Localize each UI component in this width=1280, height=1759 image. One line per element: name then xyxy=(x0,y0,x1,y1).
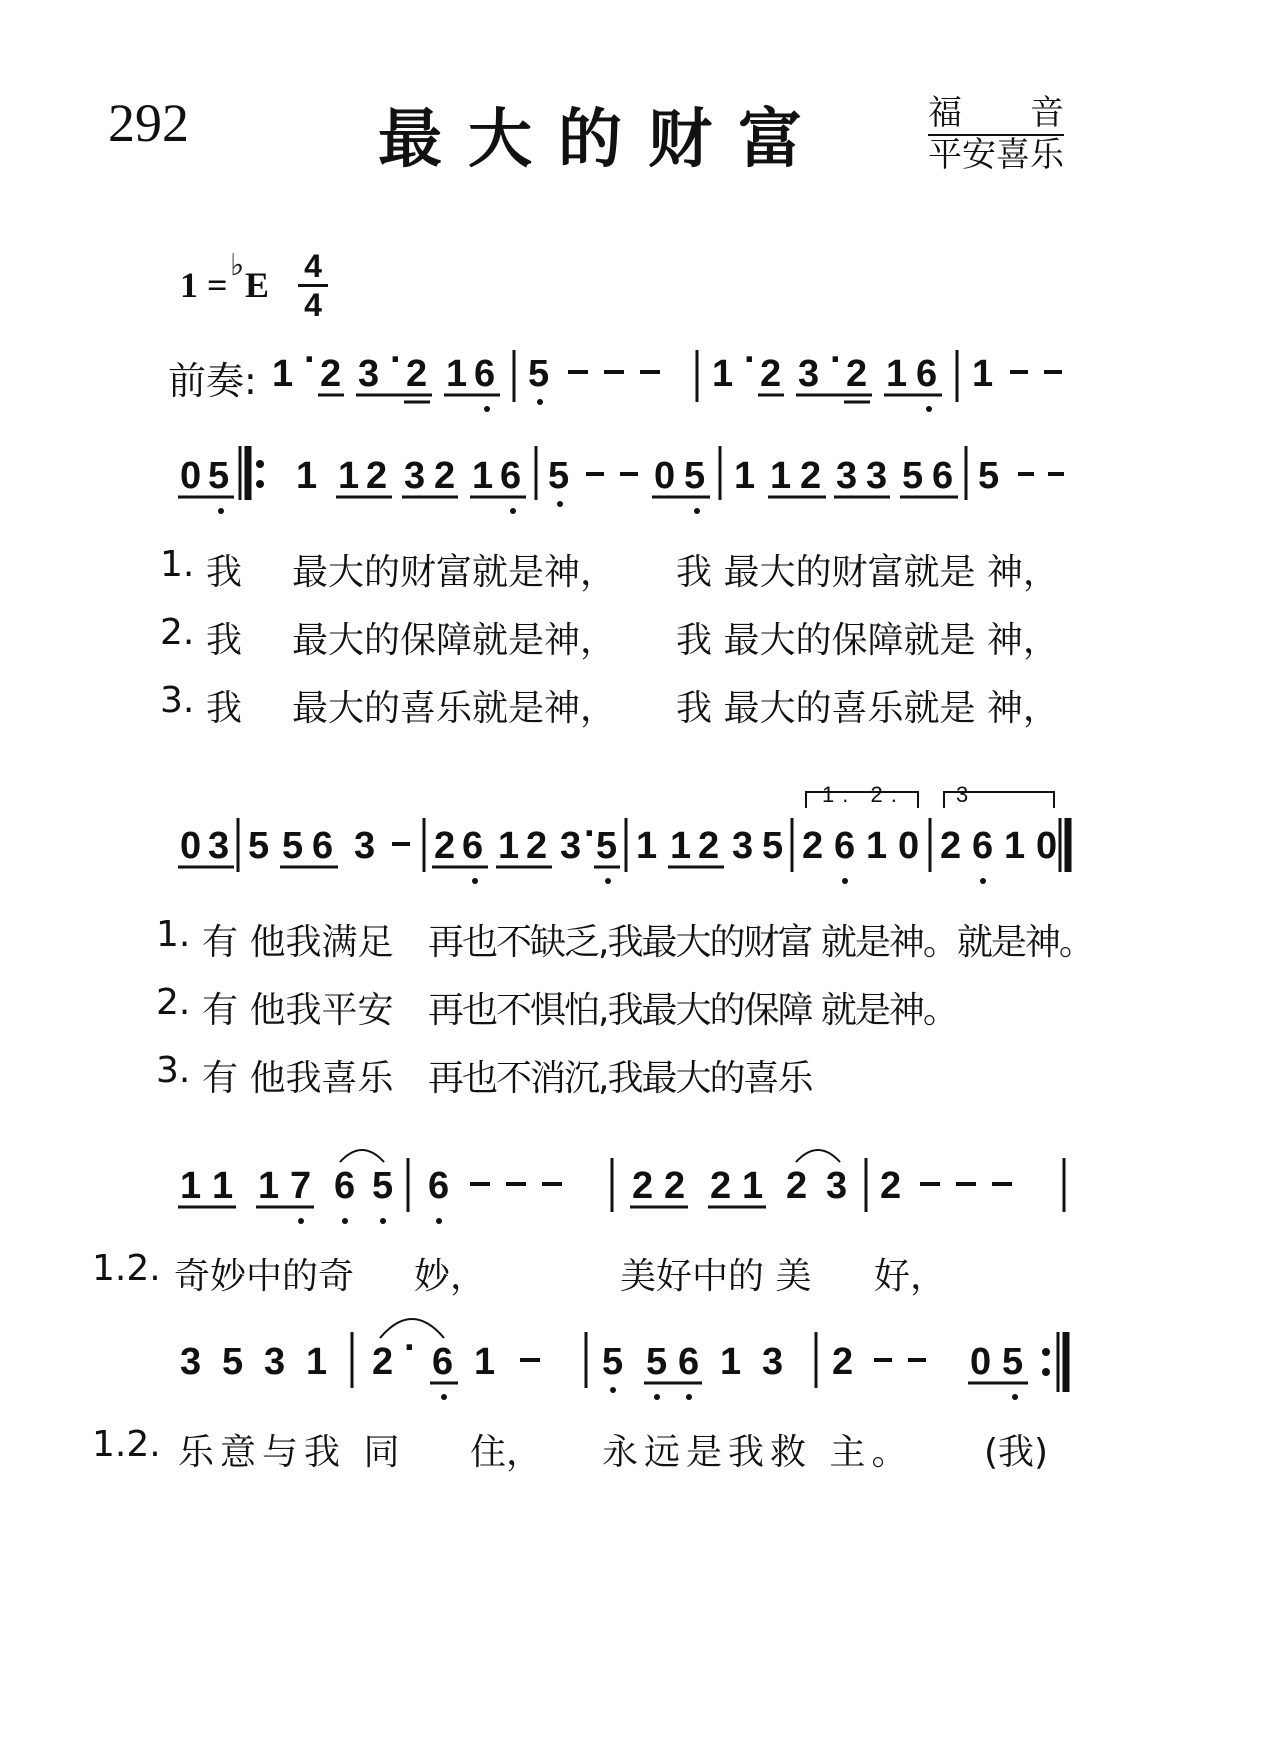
verse-number: 1. xyxy=(160,544,195,585)
lyric-phrase: 好， xyxy=(874,1256,947,1297)
lyric-phrase: 永远是我救 主。 xyxy=(602,1432,914,1473)
lyric-phrase: 最大的财富就是神， xyxy=(292,552,617,593)
verse-number: 2. xyxy=(156,982,191,1023)
lyric-phrase: 最大的喜乐就是神， xyxy=(292,688,617,729)
note: 1 xyxy=(306,1341,328,1383)
note: 1 xyxy=(474,1341,496,1383)
prelude-label: 前奏: xyxy=(168,359,257,403)
note: 1 xyxy=(272,353,294,395)
note: 5 xyxy=(222,1341,244,1383)
verse-number: 1. xyxy=(156,914,191,955)
tie-slur xyxy=(796,1150,840,1162)
flat-sign: ♭ xyxy=(230,248,245,283)
lyric-phrase: 再也不消沉,我最大的喜乐 xyxy=(428,1058,812,1099)
note: 5 xyxy=(646,1341,668,1383)
note: 3 xyxy=(264,1341,286,1383)
note: 3 xyxy=(798,353,820,395)
note: 5 xyxy=(372,1165,394,1207)
lyric-phrase: 奇妙中的奇 xyxy=(174,1256,355,1297)
verse-number: 3. xyxy=(160,680,195,721)
note: 2 xyxy=(632,1165,654,1207)
credit-source: 平安喜乐 xyxy=(928,135,1064,175)
note: 2 xyxy=(434,825,456,867)
notation-line-4 xyxy=(178,1150,1064,1224)
lyric-phrase: 乐意与我 同 xyxy=(178,1432,406,1473)
key-note: E xyxy=(245,265,270,305)
note: 0 xyxy=(180,455,202,497)
lyric-phrase: 再也不缺乏,我最大的财富 就是神。就是神。 xyxy=(428,922,1093,963)
note: 6 xyxy=(334,1165,356,1207)
note: 3 xyxy=(354,825,376,867)
note: 6 xyxy=(474,353,496,395)
note: 3 xyxy=(836,455,858,497)
note: 2 xyxy=(434,455,456,497)
dot-augmentation: · xyxy=(390,339,403,381)
credit-lyrics: 福 音 xyxy=(928,92,1064,136)
dot-augmentation: · xyxy=(744,339,757,381)
dot-augmentation: · xyxy=(584,813,597,855)
note: 0 xyxy=(180,825,202,867)
note: 0 xyxy=(1036,825,1058,867)
note: 1 xyxy=(720,1341,742,1383)
lyric-phrase: 妙， xyxy=(414,1256,487,1297)
note: 2 xyxy=(802,825,824,867)
note: 0 xyxy=(654,455,676,497)
note: 5 xyxy=(528,353,550,395)
note: 5 xyxy=(248,825,270,867)
note: 2 xyxy=(372,1341,394,1383)
note: 1 xyxy=(296,455,318,497)
note: 6 xyxy=(834,825,856,867)
lyric-phrase: 再也不惧怕,我最大的保障 就是神。 xyxy=(428,990,957,1031)
lyric-phrase: (我) xyxy=(984,1432,1049,1473)
lyric-phrase: 有 他我喜乐 xyxy=(202,1058,394,1099)
note: 2 xyxy=(366,455,388,497)
notation-line-5 xyxy=(180,1319,1066,1400)
note: 1 xyxy=(866,825,888,867)
note: 2 xyxy=(800,455,822,497)
notation-line-3 xyxy=(178,792,1068,884)
lyric-phrase: 我 最大的喜乐就是 神， xyxy=(676,688,1059,729)
note: 2 xyxy=(760,353,782,395)
volta-label-1: 1. 2. xyxy=(822,782,905,807)
note: 7 xyxy=(290,1165,312,1207)
lyric-pickup: 我 xyxy=(206,620,243,661)
note: 1 xyxy=(972,353,994,395)
dot-augmentation: · xyxy=(304,339,317,381)
note: 5 xyxy=(684,455,706,497)
note: 2 xyxy=(710,1165,732,1207)
lyric-phrase: 有 他我满足 xyxy=(202,922,394,963)
note: 3 xyxy=(404,455,426,497)
note: 0 xyxy=(970,1341,992,1383)
verse-number: 2. xyxy=(160,612,195,653)
note: 3 xyxy=(208,825,230,867)
note: 3 xyxy=(762,1341,784,1383)
note: 6 xyxy=(932,455,954,497)
lyric-pickup: 我 xyxy=(206,552,243,593)
note: 2 xyxy=(786,1165,808,1207)
note: 5 xyxy=(596,825,618,867)
note: 1 xyxy=(446,353,468,395)
note: 3 xyxy=(358,353,380,395)
note: 2 xyxy=(832,1341,854,1383)
lyric-phrase: 我 最大的保障就是 神， xyxy=(676,620,1059,661)
note: 1 xyxy=(1004,825,1026,867)
lyric-phrase: 最大的保障就是神， xyxy=(292,620,617,661)
note: 2 xyxy=(940,825,962,867)
dot-augmentation: · xyxy=(830,339,843,381)
verse-number: 1.2. xyxy=(92,1248,161,1289)
note: 6 xyxy=(432,1341,454,1383)
note: 3 xyxy=(866,455,888,497)
note: 2 xyxy=(406,353,428,395)
note: 6 xyxy=(462,825,484,867)
note: 5 xyxy=(902,455,924,497)
dot-augmentation: · xyxy=(404,1327,417,1369)
tie-slur xyxy=(340,1150,384,1162)
note: 5 xyxy=(1002,1341,1024,1383)
note: 6 xyxy=(972,825,994,867)
note: 2 xyxy=(698,825,720,867)
note: 6 xyxy=(916,353,938,395)
note: 2 xyxy=(880,1165,902,1207)
notation-line-2 xyxy=(178,446,1064,514)
note: 6 xyxy=(678,1341,700,1383)
note: 1 xyxy=(212,1165,234,1207)
note: 2 xyxy=(320,353,342,395)
note: 2 xyxy=(526,825,548,867)
lyric-pickup: 我 xyxy=(206,688,243,729)
lyric-phrase: 住， xyxy=(470,1432,543,1473)
note: 1 xyxy=(338,455,360,497)
note: 6 xyxy=(500,455,522,497)
note: 1 xyxy=(734,455,756,497)
note: 3 xyxy=(826,1165,848,1207)
note: 2 xyxy=(664,1165,686,1207)
time-sig-bottom: 4 xyxy=(304,287,322,323)
lyric-phrase: 我 最大的财富就是 神， xyxy=(676,552,1059,593)
note: 6 xyxy=(428,1165,450,1207)
note: 1 xyxy=(636,825,658,867)
time-sig-top: 4 xyxy=(304,248,322,284)
note: 1 xyxy=(498,825,520,867)
hymn-number: 292 xyxy=(108,93,189,153)
note: 2 xyxy=(846,353,868,395)
note: 1 xyxy=(712,353,734,395)
note: 3 xyxy=(180,1341,202,1383)
note: 1 xyxy=(258,1165,280,1207)
lyric-phrase: 有 他我平安 xyxy=(202,990,394,1031)
key-prefix: 1 = xyxy=(180,265,228,305)
note: 1 xyxy=(670,825,692,867)
note: 6 xyxy=(312,825,334,867)
note: 5 xyxy=(978,455,1000,497)
note: 5 xyxy=(208,455,230,497)
note: 3 xyxy=(732,825,754,867)
note: 3 xyxy=(560,825,582,867)
note: 5 xyxy=(548,455,570,497)
note: 5 xyxy=(762,825,784,867)
note: 5 xyxy=(282,825,304,867)
volta-label-2: 3 xyxy=(956,782,969,807)
note: 0 xyxy=(898,825,920,867)
verse-number: 3. xyxy=(156,1050,191,1091)
notation-line-prelude xyxy=(272,339,1062,412)
song-title: 最大的财富 xyxy=(378,103,828,177)
note: 1 xyxy=(886,353,908,395)
note: 1 xyxy=(180,1165,202,1207)
note: 1 xyxy=(472,455,494,497)
note: 5 xyxy=(602,1341,624,1383)
lyric-phrase: 美好中的 美 xyxy=(620,1256,812,1297)
note: 1 xyxy=(770,455,792,497)
verse-number: 1.2. xyxy=(92,1424,161,1465)
note: 1 xyxy=(742,1165,764,1207)
